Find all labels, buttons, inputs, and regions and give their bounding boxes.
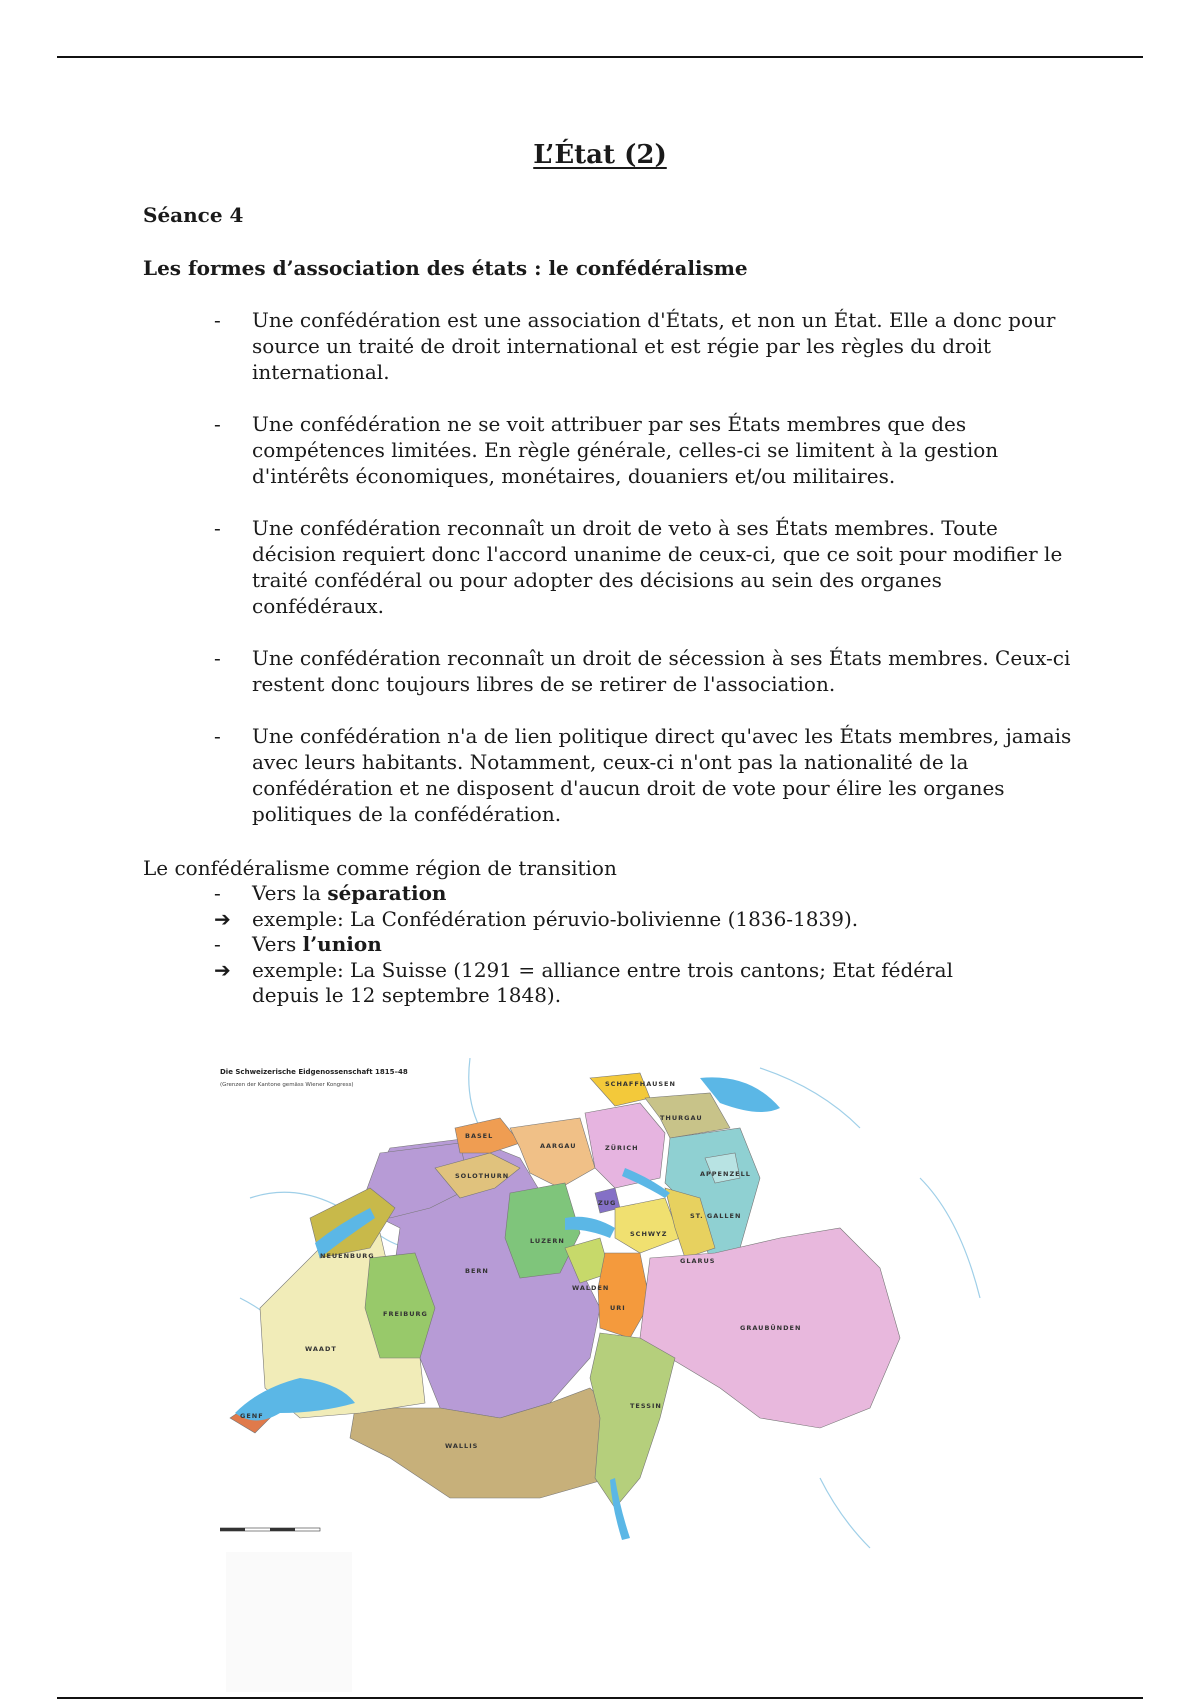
- svg-text:ST. GALLEN: ST. GALLEN: [690, 1212, 742, 1220]
- bullet-item: - Une confédération reconnaît un droit de veto à ses États membres. Toute décision requiert donc l'accord unanime de ceux-ci, que ce soit pour modifier le traité confédéral ou pour adopter des décisions au sein des organes confédéraux.: [214, 516, 1063, 618]
- bullet-item: - Une confédération ne se voit attribuer par ses États membres que des compétences limitées. En règle générale, celles-ci se limitent à la gestion d'intérêts économiques, monétaires, douaniers et/ou militaires.: [214, 412, 999, 488]
- arrow-icon: ➔: [214, 957, 231, 982]
- svg-text:WALDEN: WALDEN: [572, 1284, 610, 1292]
- separation-example: ➔ exemple: La Confédération péruvio-bolivienne (1836-1839).: [214, 906, 859, 931]
- svg-text:WALLIS: WALLIS: [445, 1442, 479, 1450]
- bullet-list: [214, 307, 1074, 853]
- svg-text:SOLOTHURN: SOLOTHURN: [455, 1172, 510, 1180]
- svg-text:TESSIN: TESSIN: [630, 1402, 662, 1410]
- union-line: - Vers l’union: [214, 932, 382, 956]
- svg-text:ZÜRICH: ZÜRICH: [605, 1144, 639, 1152]
- svg-text:LUZERN: LUZERN: [530, 1237, 565, 1245]
- svg-text:WAADT: WAADT: [305, 1345, 337, 1353]
- svg-text:NEUENBURG: NEUENBURG: [320, 1252, 375, 1260]
- bottom-rule: [57, 1697, 1143, 1699]
- switzerland-map: [220, 1058, 990, 1550]
- svg-text:BASEL: BASEL: [465, 1132, 494, 1140]
- svg-text:GLARUS: GLARUS: [680, 1257, 716, 1265]
- union-example-cont: depuis le 12 septembre 1848).: [252, 983, 562, 1007]
- transition-list: [214, 881, 1034, 1009]
- map-title: Die Schweizerische Eidgenossenschaft 1815–48: [220, 1068, 408, 1076]
- bullet-item: - Une confédération n'a de lien politique direct qu'avec les États membres, jamais avec leurs habitants. Notamment, ceux-ci n'ont pas la nationalité de la confédération et ne disposent d'aucun droit de vote pour élire les organes politiques de la confédération.: [214, 724, 1072, 826]
- svg-text:GRAUBÜNDEN: GRAUBÜNDEN: [740, 1324, 802, 1332]
- union-example: ➔ exemple: La Suisse (1291 = alliance entre trois cantons; Etat fédéral: [214, 957, 953, 982]
- session-label: Séance 4: [143, 203, 244, 227]
- image-remnant: [226, 1552, 352, 1692]
- page-title: L’État (2): [533, 140, 667, 170]
- svg-text:THURGAU: THURGAU: [660, 1114, 703, 1122]
- svg-text:ZUG: ZUG: [598, 1199, 617, 1207]
- svg-text:SCHAFFHAUSEN: SCHAFFHAUSEN: [605, 1080, 676, 1088]
- scale-bar: [220, 1528, 320, 1531]
- map-subtitle: (Grenzen der Kantone gemäss Wiener Kongress): [220, 1082, 354, 1088]
- svg-text:BERN: BERN: [465, 1267, 489, 1275]
- top-rule: [57, 56, 1143, 58]
- svg-text:AARGAU: AARGAU: [540, 1142, 577, 1150]
- svg-text:SCHWYZ: SCHWYZ: [630, 1230, 668, 1238]
- bullet-item: - Une confédération reconnaît un droit de sécession à ses États membres. Ceux-ci restent donc toujours libres de se retirer de l'association.: [214, 646, 1071, 696]
- separation-line: - Vers la séparation: [214, 881, 447, 905]
- bullet-item: - Une confédération est une association d'États, et non un État. Elle a donc pour source un traité de droit international et est régie par les règles du droit international.: [214, 308, 1056, 384]
- svg-text:FREIBURG: FREIBURG: [383, 1310, 428, 1318]
- svg-text:URI: URI: [610, 1304, 626, 1312]
- svg-text:GENF: GENF: [240, 1412, 264, 1420]
- section-heading: Les formes d’association des états : le confédéralisme: [143, 256, 748, 280]
- transition-intro: Le confédéralisme comme région de transition: [143, 856, 617, 880]
- svg-text:APPENZELL: APPENZELL: [700, 1170, 751, 1178]
- arrow-icon: ➔: [214, 906, 231, 931]
